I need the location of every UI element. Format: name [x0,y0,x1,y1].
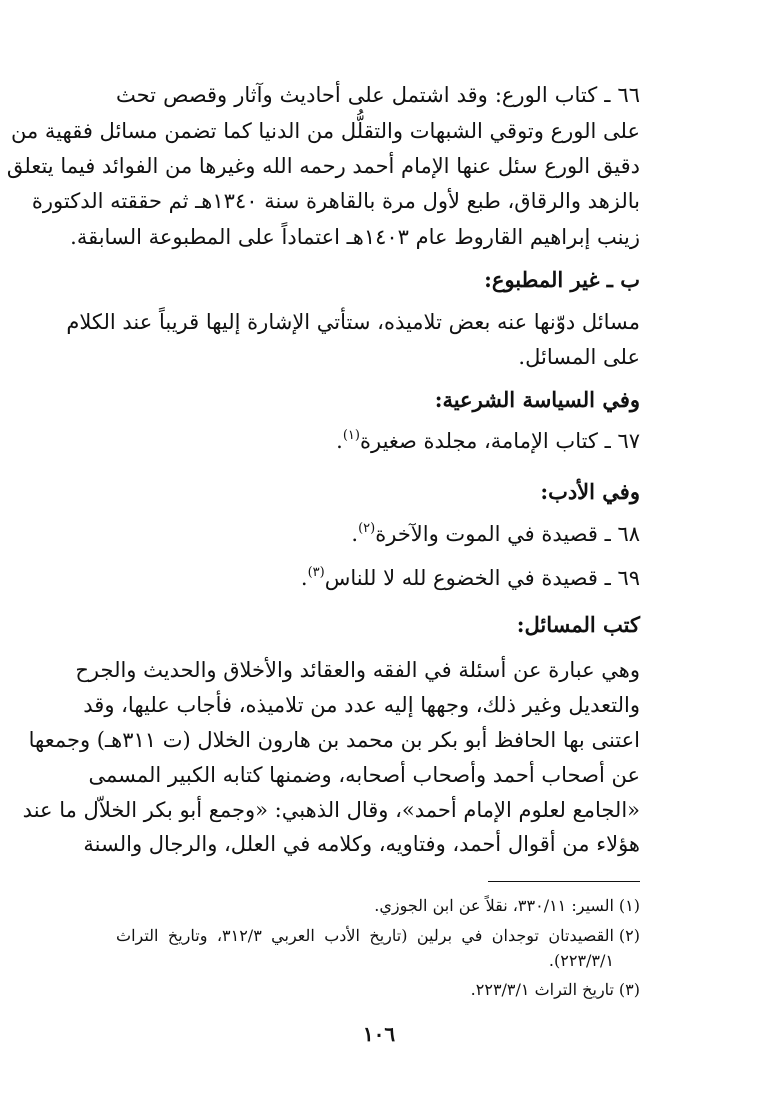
footnote-separator [488,881,640,882]
entry-68 [116,519,640,549]
footnote-2 [116,924,640,948]
entry-66-line-4: بالزهد والرقاق، طبع لأول مرة بالقاهرة سنة ١٣٤٠هـ ثم حققته الدكتورة [31,189,640,213]
footnote-1-number: (١) [618,896,640,915]
entry-66-line-2: على الورع وتوقي الشبهات والتقلُّل من الدنيا كما تضمن مسائل فقهية من [11,119,640,143]
entry-67-text: ٦٧ ـ كتاب الإمامة، مجلدة صغيرة [359,429,640,453]
entry-68-period: . [351,522,359,546]
footnote-2-number: (٢) [618,926,640,945]
footnote-ref-1: (١) [342,428,360,443]
footnote-1 [116,894,640,918]
footnote-2-text-line-1: القصيدتان توجدان في برلين (تاريخ الأدب العربي ٣١٢/٣، وتاريخ التراث [116,926,614,945]
footnote-3-number: (٣) [618,980,640,999]
footnote-3-text: تاريخ التراث ٢٢٣/٣/١. [470,980,614,999]
entry-66-line-1: ٦٦ ـ كتاب الورع: وقد اشتمل على أحاديث وآثار وقصص تحث [116,83,640,107]
entry-67-period: . [336,429,343,453]
masail-line-1: وهي عبارة عن أسئلة في الفقه والعقائد والأخلاق والحديث والجرح [75,658,640,682]
footnote-3 [116,978,640,1002]
masail-line-3: اعتنى بها الحافظ أبو بكر بن محمد بن هارون الخلال (ت ٣١١هـ) وجمعها [28,728,640,752]
page-number: ١٠٦ [362,1022,396,1046]
literature-heading: وفي الأدب: [540,479,640,504]
entry-67 [116,426,640,456]
entry-69-period: . [300,566,308,590]
unpublished-line-1: مسائل دوّنها عنه بعض تلاميذه، ستأتي الإشارة إليها قريباً عند الكلام [66,310,640,334]
masail-heading: كتب المسائل: [516,612,640,637]
masail-line-6: هؤلاء من أقوال أحمد، وفتاويه، وكلامه في العلل، والرجال والسنة [83,832,640,856]
unpublished-heading: ب ـ غير المطبوع: [484,267,640,292]
masail-line-5: «الجامع لعلوم الإمام أحمد»، وقال الذهبي: «وجمع أبو بكر الخلاّل ما عند [22,798,640,822]
politics-heading: وفي السياسة الشرعية: [434,387,640,412]
entry-68-text: ٦٨ ـ قصيدة في الموت والآخرة [375,522,640,546]
footnote-2-continuation: ٢٢٣/٣/١). [548,951,614,970]
masail-line-2: والتعديل وغير ذلك، وجهها إليه عدد من تلاميذه، فأجاب عليها، وقد [83,693,640,717]
footnote-ref-3: (٣) [307,565,325,580]
entry-69-text: ٦٩ ـ قصيدة في الخضوع لله لا للناس [324,566,640,590]
entry-66-line-3: دقيق الورع سئل عنها الإمام أحمد رحمه الله وغيرها من الفوائد فيما يتعلق [6,154,640,178]
footnote-ref-2: (٢) [358,521,376,536]
entry-66-line-5: زينب إبراهيم القاروط عام ١٤٠٣هـ اعتماداً على المطبوعة السابقة. [70,225,640,249]
entry-69 [116,563,640,593]
unpublished-line-2: على المسائل. [518,345,640,369]
masail-line-4: عن أصحاب أحمد وأصحاب أصحابه، وضمنها كتابه الكبير المسمى [88,763,640,787]
footnote-1-text: السير: ٣٣٠/١١، نقلاً عن ابن الجوزي. [374,896,614,915]
